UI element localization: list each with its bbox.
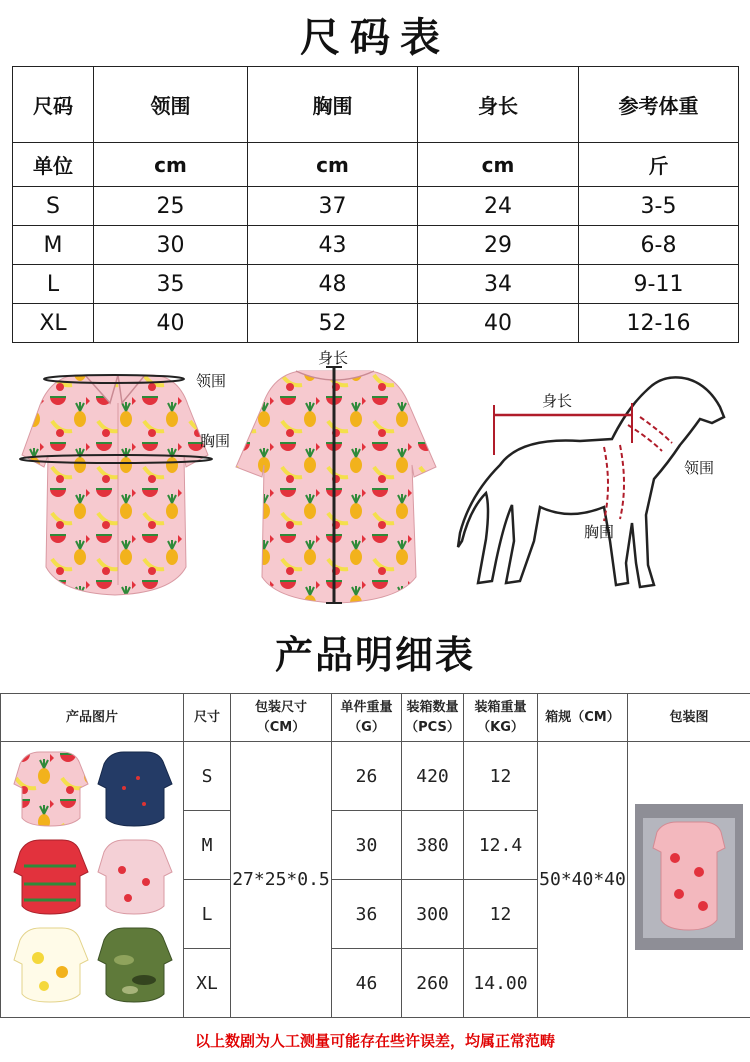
product-images-cell	[1, 742, 184, 1018]
size-chart-title: 尺码表	[300, 15, 450, 61]
box-spec-value: 50*40*40	[538, 742, 628, 1018]
size-row-m	[13, 226, 739, 265]
measurement-disclaimer: 以上数剧为人工测量可能存在些许误差，均属正常范畴	[194, 1032, 555, 1050]
cell-chest: 43	[248, 226, 418, 265]
detail-row-s	[1, 742, 750, 811]
size-row-xl	[13, 304, 739, 343]
cell-neck: 25	[94, 187, 248, 226]
cell-chest: 52	[248, 304, 418, 343]
header-pack-size-line2: （CM）	[256, 719, 306, 735]
size-chart-header-row	[13, 67, 739, 143]
header-size: 尺码	[13, 67, 94, 143]
header-product-image: 产品图片	[1, 694, 184, 742]
shirt-back-image	[236, 367, 436, 603]
dog-length-label: 身长	[542, 392, 573, 410]
measurement-diagram	[0, 345, 750, 620]
header-unit-weight-line1: 单件重量	[340, 699, 393, 715]
header-size: 尺寸	[184, 694, 231, 742]
unit-weight-value: 36	[332, 880, 402, 949]
unit-length: cm	[418, 143, 579, 187]
box-qty-value: 420	[402, 742, 464, 811]
header-box-spec: 箱规（CM）	[538, 694, 628, 742]
detail-size: M	[184, 811, 231, 880]
cell-length: 40	[418, 304, 579, 343]
box-qty-value: 300	[402, 880, 464, 949]
cell-size: XL	[13, 304, 94, 343]
header-unit-weight-line2: （G）	[348, 719, 385, 735]
unit-weight-value: 26	[332, 742, 402, 811]
cell-length: 24	[418, 187, 579, 226]
detail-size: S	[184, 742, 231, 811]
dog-neck-label: 领围	[684, 459, 715, 477]
shirt-front-image	[20, 375, 212, 595]
dog-chest-label: 胸围	[584, 523, 615, 541]
dog-silhouette-image	[458, 377, 724, 587]
cell-chest: 48	[248, 265, 418, 304]
size-chart-table	[12, 66, 739, 343]
product-variants-image	[2, 742, 182, 1012]
box-qty-value: 260	[402, 949, 464, 1018]
header-neck: 领围	[94, 67, 248, 143]
size-chart-unit-row	[13, 143, 739, 187]
cell-size: M	[13, 226, 94, 265]
cell-chest: 37	[248, 187, 418, 226]
shirt-length-label: 身长	[318, 349, 349, 367]
box-qty-value: 380	[402, 811, 464, 880]
size-row-l	[13, 265, 739, 304]
box-weight-value: 12.4	[464, 811, 538, 880]
header-box-weight	[464, 694, 538, 742]
unit-weight: 斤	[579, 143, 739, 187]
pack-size-value: 27*25*0.5	[231, 742, 332, 1018]
package-image-cell	[628, 742, 750, 1018]
box-weight-value: 12	[464, 880, 538, 949]
unit-chest: cm	[248, 143, 418, 187]
header-box-weight-line1: 装箱重量	[474, 699, 527, 715]
shirt-neck-label: 领围	[196, 372, 227, 390]
header-chest: 胸围	[248, 67, 418, 143]
cell-neck: 35	[94, 265, 248, 304]
header-box-qty-line2: （PCS）	[405, 719, 460, 735]
header-package-image: 包装图	[628, 694, 750, 742]
variant-strawberry-shirt	[98, 840, 172, 914]
header-unit-weight	[332, 694, 402, 742]
variant-watermelon-shirt	[14, 840, 88, 914]
cell-weight: 6-8	[579, 226, 739, 265]
cell-size: L	[13, 265, 94, 304]
unit-weight-value: 46	[332, 949, 402, 1018]
detail-header-row	[1, 694, 750, 742]
header-length: 身长	[418, 67, 579, 143]
header-box-weight-line2: （KG）	[477, 719, 524, 735]
unit-neck: cm	[94, 143, 248, 187]
header-weight: 参考体重	[579, 67, 739, 143]
cell-neck: 40	[94, 304, 248, 343]
product-detail-table	[0, 693, 750, 1018]
header-box-qty	[402, 694, 464, 742]
detail-table-title: 产品明细表	[274, 633, 475, 677]
variant-denim-shirt	[98, 752, 172, 826]
header-pack-size	[231, 694, 332, 742]
shirt-chest-label: 胸围	[200, 432, 231, 450]
cell-length: 34	[418, 265, 579, 304]
cell-length: 29	[418, 226, 579, 265]
unit-weight-value: 30	[332, 811, 402, 880]
header-pack-size-line1: 包装尺寸	[254, 699, 307, 715]
unit-label: 单位	[13, 143, 94, 187]
cell-neck: 30	[94, 226, 248, 265]
box-weight-value: 14.00	[464, 949, 538, 1018]
package-image	[633, 802, 745, 952]
cell-weight: 3-5	[579, 187, 739, 226]
header-box-qty-line1: 装箱数量	[406, 699, 459, 715]
variant-lemon-shirt	[14, 928, 88, 1002]
detail-size: L	[184, 880, 231, 949]
size-row-s	[13, 187, 739, 226]
cell-weight: 12-16	[579, 304, 739, 343]
box-weight-value: 12	[464, 742, 538, 811]
detail-size: XL	[184, 949, 231, 1018]
variant-camo-shirt	[98, 928, 172, 1002]
cell-size: S	[13, 187, 94, 226]
cell-weight: 9-11	[579, 265, 739, 304]
variant-fruit-shirt	[14, 752, 88, 826]
